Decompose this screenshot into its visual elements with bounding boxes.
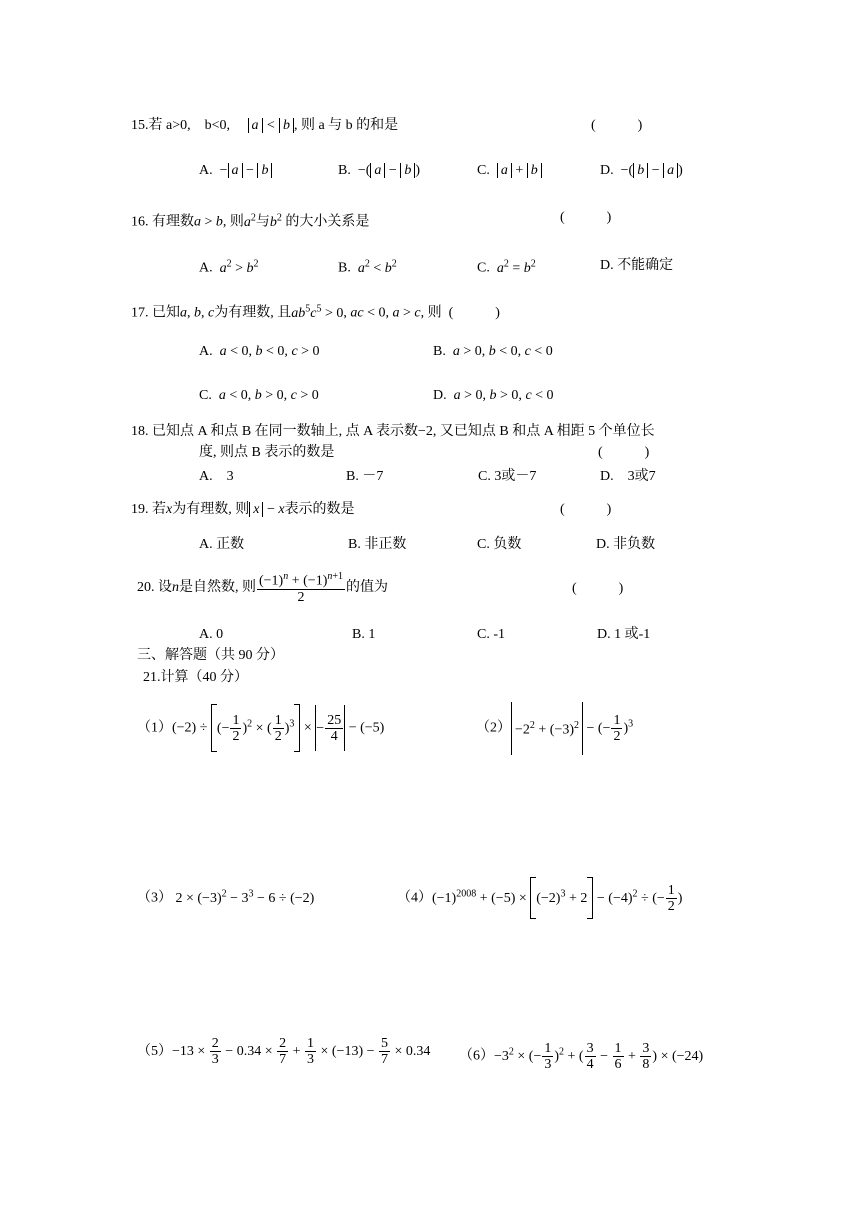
q19-option-c: C. 负数 bbox=[477, 537, 522, 552]
q21-part6: $(6)-3^2$ × (− $\frac{1}{3}$ )$^2$ + ( $\frac{3}{4}$ − $\frac{1}{6}$ + $\frac{3}{8}$ ) × (−24) bbox=[459, 1040, 704, 1072]
q15-option-d: D. −( b − a ) bbox=[600, 163, 683, 178]
q15-option-c: C. a + b bbox=[477, 161, 542, 181]
q20-option-c: C. -1 bbox=[477, 627, 505, 642]
q21-title: 21.计算（40 分） bbox=[143, 670, 248, 685]
q18-option-a: A. 3 bbox=[199, 469, 234, 484]
q21-part4: $(4)(-1)^{2008} + (-5) \times (-2)^3 + 2 - (-4)^2$ ÷ (− $\frac{1}{2}$ ) bbox=[397, 872, 682, 921]
q21-part1: （1）(−2) ÷ (− $\frac{1}{2}$ )$^2$ × ( $\frac{1}{2}$ )$^3$ × − $\frac{25}{4}$ − (−5) bbox=[137, 700, 384, 753]
q17-option-d: D. a > 0, b > 0, c < 0 bbox=[433, 388, 554, 403]
q20-option-a: A. 0 bbox=[199, 627, 224, 642]
q18-line2: 度, 则点 B 表示的数是 bbox=[199, 445, 335, 460]
q21-part2: $(2) -2^2 + (-3)^2$ − (− $\frac{1}{2}$ )$^3$ bbox=[476, 700, 633, 755]
q16-option-c: C. $a^2 = b^2$ bbox=[477, 258, 536, 276]
q18-option-c: C. 3或－7 bbox=[478, 469, 537, 484]
q20-option-b: B. 1 bbox=[352, 627, 376, 642]
q15-option-a: A. − a − b bbox=[199, 161, 272, 181]
q20-fraction: $\frac{(-1)^n + (-1)^{n+1}}{2}$ bbox=[259, 570, 343, 605]
q17-stem: 17. 已知a, b, c为有理数, 且$ab^5c^5 > 0$, ac < 0, a > c, 则 ( ) bbox=[131, 303, 500, 321]
q17-option-c: C. a < 0, b > 0, c > 0 bbox=[199, 388, 319, 403]
q15-paren: ( ) bbox=[591, 118, 643, 133]
q19-stem: 19. 若x为有理数, 则 x − x表示的数是 bbox=[131, 502, 355, 517]
q16-paren: ( ) bbox=[560, 210, 612, 225]
q20-paren: ( ) bbox=[572, 581, 624, 596]
q21-part5: （5）−13 × $\frac{2}{3}$ − 0.34 × $\frac{2}{7}$ + $\frac{1}{3}$ × (−13) − $\frac{5}{7}$ × 0.34 bbox=[137, 1035, 431, 1068]
q17-option-a: A. a < 0, b < 0, c > 0 bbox=[199, 344, 320, 359]
q15-stem-a: 15.若 a>0, b<0, bbox=[131, 118, 245, 133]
q15-abs-expr: a < b bbox=[244, 118, 294, 133]
q18-option-d: D. 3或7 bbox=[600, 469, 656, 484]
q20-option-d: D. 1 或-1 bbox=[597, 627, 651, 642]
q20-stem: 20. 设n是自然数, 则 $\frac{(-1)^n + (-1)^{n+1}}{2}$ 的值为 bbox=[137, 570, 388, 605]
q18-paren: ( ) bbox=[598, 445, 650, 460]
q19-option-d: D. 非负数 bbox=[596, 537, 656, 552]
q18-option-b: B. －7 bbox=[346, 469, 384, 484]
q19-paren: ( ) bbox=[560, 502, 612, 517]
q19-option-a: A. 正数 bbox=[199, 537, 245, 552]
q17-option-b: B. a > 0, b < 0, c < 0 bbox=[433, 344, 553, 359]
q19-option-b: B. 非正数 bbox=[348, 537, 407, 552]
q15-stem bbox=[131, 116, 398, 136]
q16-option-a: A. $a^2 > b^2$ bbox=[199, 258, 259, 276]
q15-stem-b: , 则 a 与 b 的和是 bbox=[293, 118, 399, 133]
q21-part3: （3） $2 \times (-3)^2 - 3^3 - 6 \div (-2)$ bbox=[137, 888, 315, 906]
section3-title: 三、解答题（共 90 分） bbox=[137, 648, 284, 663]
q15-option-b: B. −( a − b ) bbox=[338, 163, 420, 178]
q18-line1: 18. 已知点 A 和点 B 在同一数轴上, 点 A 表示数−2, 又已知点 B 和点 A 相距 5 个单位长 bbox=[131, 424, 655, 439]
q16-option-b: B. $a^2 < b^2$ bbox=[338, 258, 397, 276]
q16-option-d: D. 不能确定 bbox=[600, 258, 674, 273]
q16-stem: 16. 有理数a > b, 则$a^2$与$b^2$ 的大小关系是 bbox=[131, 212, 370, 230]
